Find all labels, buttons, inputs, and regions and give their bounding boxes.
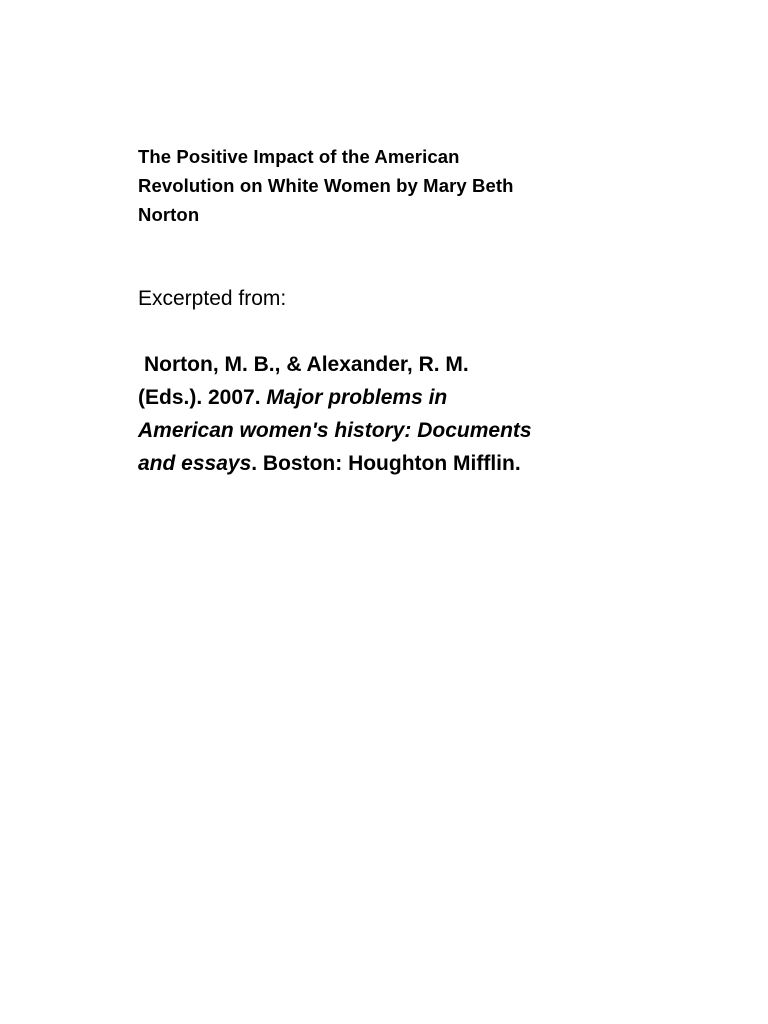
document-title (138, 142, 608, 229)
citation-eds-year: (Eds.). 2007. (138, 386, 267, 409)
document-title-line-3: Norton (138, 204, 200, 225)
citation-publisher: . Boston: Houghton Mifflin. (251, 452, 521, 475)
document-title-line-1: The Positive Impact of the American (138, 146, 460, 167)
excerpt-label: Excerpted from: (138, 287, 287, 310)
citation-authors: Norton, M. B., & Alexander, R. M. (144, 353, 469, 376)
citation-book-title-part-1: Major problems in (266, 386, 448, 409)
citation-book-title-part-2: American women's history: Documents (138, 419, 532, 442)
document-title-line-2: Revolution on White Women by Mary Beth (138, 175, 514, 196)
citation-book-title-part-3: and essays (138, 452, 252, 475)
citation (138, 348, 608, 480)
